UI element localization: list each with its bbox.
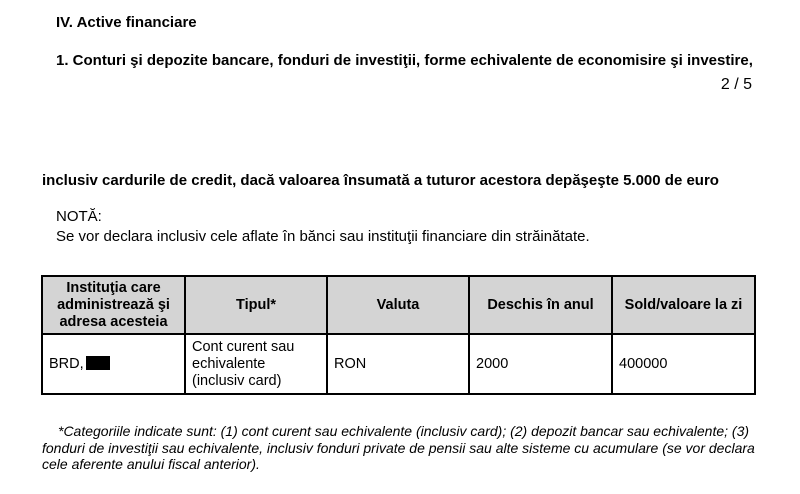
redaction-block [86,356,110,370]
header-type: Tipul* [185,276,327,334]
footnote: *Categoriile indicate sunt: (1) cont curent sau echivalente (inclusiv card); (2) depozit bancar sau echivalente; (3) fonduri de investiţii sau echivalente, inclusiv fonduri private de pensii sau alte sisteme cu acumulare (se vor declara cele aferente anului fiscal anterior). [42,423,755,472]
financial-assets-table [41,275,756,395]
header-currency: Valuta [327,276,469,334]
institution-name: BRD, [49,355,84,372]
cell-opened-year: 2000 [469,334,612,394]
note-label: NOTĂ: [56,208,102,225]
page-number: 2 / 5 [720,76,752,93]
table-header-row [42,276,755,334]
section-heading-line-1: 1. Conturi şi depozite bancare, fonduri de investiţii, forme echivalente de economisire şi investire, [56,52,753,69]
header-opened-year: Deschis în anul [469,276,612,334]
note-text: Se vor declara inclusiv cele aflate în bănci sau instituţii financiare din străinătate. [56,228,590,245]
cell-balance: 400000 [612,334,755,394]
table-row [42,334,755,394]
cell-currency: RON [327,334,469,394]
cell-type: Cont curent sau echivalente (inclusiv card) [185,334,327,394]
header-balance: Sold/valoare la zi [612,276,755,334]
section-title: IV. Active financiare [56,14,197,31]
header-institution: Instituţia care administrează şi adresa acesteia [42,276,185,334]
section-heading-line-2: inclusiv cardurile de credit, dacă valoarea însumată a tuturor acestora depăşeşte 5.000 de euro [42,172,719,189]
cell-institution [42,334,185,394]
